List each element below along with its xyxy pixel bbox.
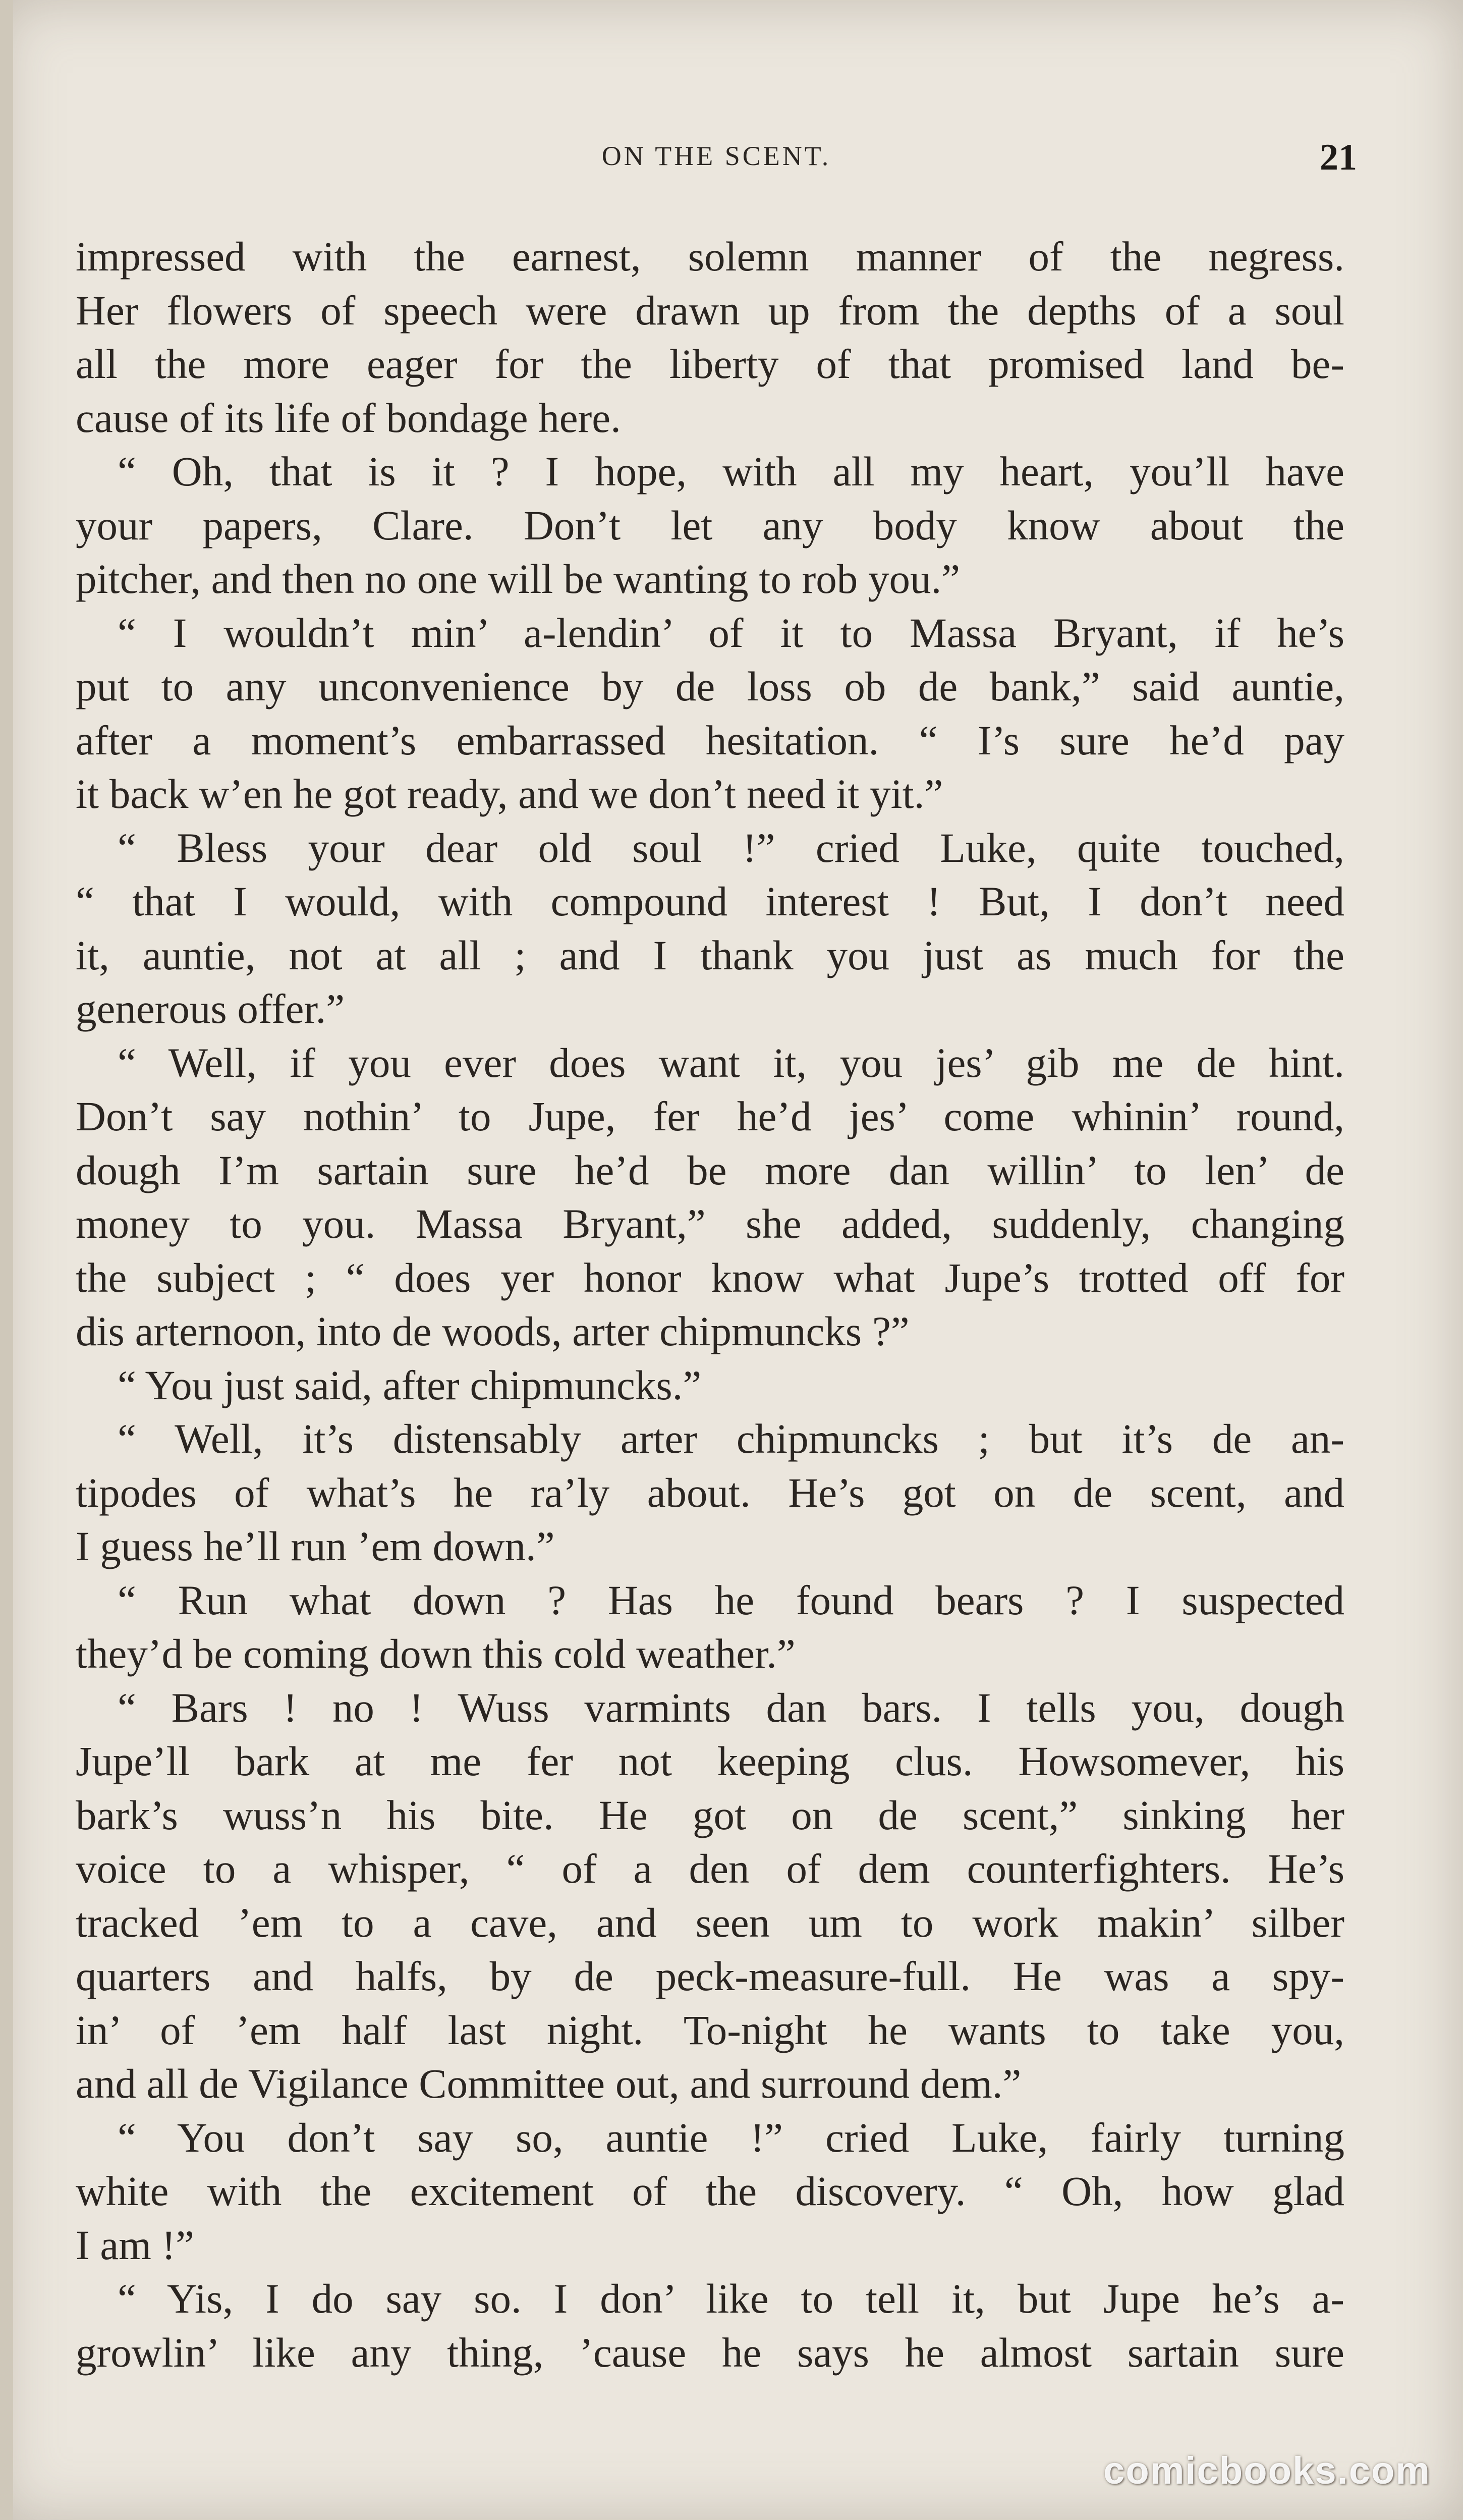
watermark: comicbooks.com — [1103, 2449, 1431, 2492]
text-line: “ I wouldn’t min’ a-lendin’ of it to Massa Bryant, if he’s — [118, 609, 1344, 656]
text-line: they’d be coming down this cold weather.” — [76, 1630, 796, 1677]
text-line: pitcher, and then no one will be wanting to rob you.” — [76, 556, 961, 602]
text-line: I guess he’ll run ’em down.” — [76, 1523, 555, 1569]
text-line: “ Run what down ? Has he found bears ? I suspected — [118, 1576, 1344, 1623]
page-header — [76, 136, 1357, 182]
text-line: and all de Vigilance Committee out, and surround dem.” — [76, 2060, 1022, 2107]
text-line: cause of its life of bondage here. — [76, 394, 621, 441]
text-line: “ You don’t say so, auntie !” cried Luke, fairly turning — [118, 2114, 1344, 2161]
text-line: money to you. Massa Bryant,” she added, suddenly, changing — [76, 1200, 1344, 1247]
page-left-edge — [0, 0, 13, 2520]
text-line: Her flowers of speech were drawn up from the depths of a soul — [76, 287, 1344, 334]
body-text — [76, 230, 1344, 2389]
text-line: tipodes of what’s he ra’ly about. He’s got on de scent, and — [76, 1469, 1344, 1516]
text-line: all the more eager for the liberty of that promised land be- — [76, 341, 1344, 387]
text-line: the subject ; “ does yer honor know what Jupe’s trotted off for — [76, 1254, 1344, 1301]
text-line: it, auntie, not at all ; and I thank you just as much for the — [76, 932, 1344, 978]
text-line: put to any unconvenience by de loss ob de bank,” said auntie, — [76, 663, 1344, 709]
text-line: dough I’m sartain sure he’d be more dan willin’ to len’ de — [76, 1146, 1344, 1193]
text-line: voice to a whisper, “ of a den of dem counterfighters. He’s — [76, 1845, 1344, 1892]
text-line: growlin’ like any thing, ’cause he says he almost sartain sure — [76, 2329, 1344, 2376]
text-line: “ Well, it’s distensably arter chipmuncks ; but it’s de an- — [118, 1415, 1344, 1462]
text-line: “ You just said, after chipmuncks.” — [118, 1361, 702, 1408]
text-line: I am !” — [76, 2221, 195, 2268]
running-head: ON THE SCENT. — [601, 141, 831, 171]
text-line: “ Bars ! no ! Wuss varmints dan bars. I tells you, dough — [118, 1684, 1344, 1731]
text-line: after a moment’s embarrassed hesitation. “ I’s sure he’d pay — [76, 717, 1344, 763]
text-line: “ Yis, I do say so. I don’ like to tell it, but Jupe he’s a- — [118, 2275, 1344, 2322]
text-line: bark’s wuss’n his bite. He got on de scent,” sinking her — [76, 1791, 1344, 1838]
text-line: Don’t say nothin’ to Jupe, fer he’d jes’ come whinin’ round, — [76, 1093, 1344, 1139]
text-line: “ that I would, with compound interest ! But, I don’t need — [76, 878, 1344, 924]
text-line: quarters and halfs, by de peck-measure-full. He was a spy- — [76, 1953, 1344, 1999]
text-line: white with the excitement of the discovery. “ Oh, how glad — [76, 2168, 1344, 2214]
text-line: “ Well, if you ever does want it, you jes’ gib me de hint. — [118, 1039, 1344, 1086]
text-line: your papers, Clare. Don’t let any body know about the — [76, 502, 1344, 549]
text-line: impressed with the earnest, solemn manner of the negress. — [76, 233, 1344, 280]
text-line: “ Bless your dear old soul !” cried Luke, quite touched, — [118, 824, 1344, 871]
text-line: generous offer.” — [76, 985, 345, 1032]
text-line: in’ of ’em half last night. To-night he wants to take you, — [76, 2006, 1344, 2053]
text-line: dis arternoon, into de woods, arter chipmuncks ?” — [76, 1308, 910, 1354]
text-line: Jupe’ll bark at me fer not keeping clus. Howsomever, his — [76, 1738, 1344, 1784]
text-line: “ Oh, that is it ? I hope, with all my heart, you’ll have — [118, 448, 1344, 495]
page-number: 21 — [1320, 137, 1357, 178]
text-line: it back w’en he got ready, and we don’t need it yit.” — [76, 771, 943, 817]
text-line: tracked ’em to a cave, and seen um to work makin’ silber — [76, 1899, 1344, 1946]
